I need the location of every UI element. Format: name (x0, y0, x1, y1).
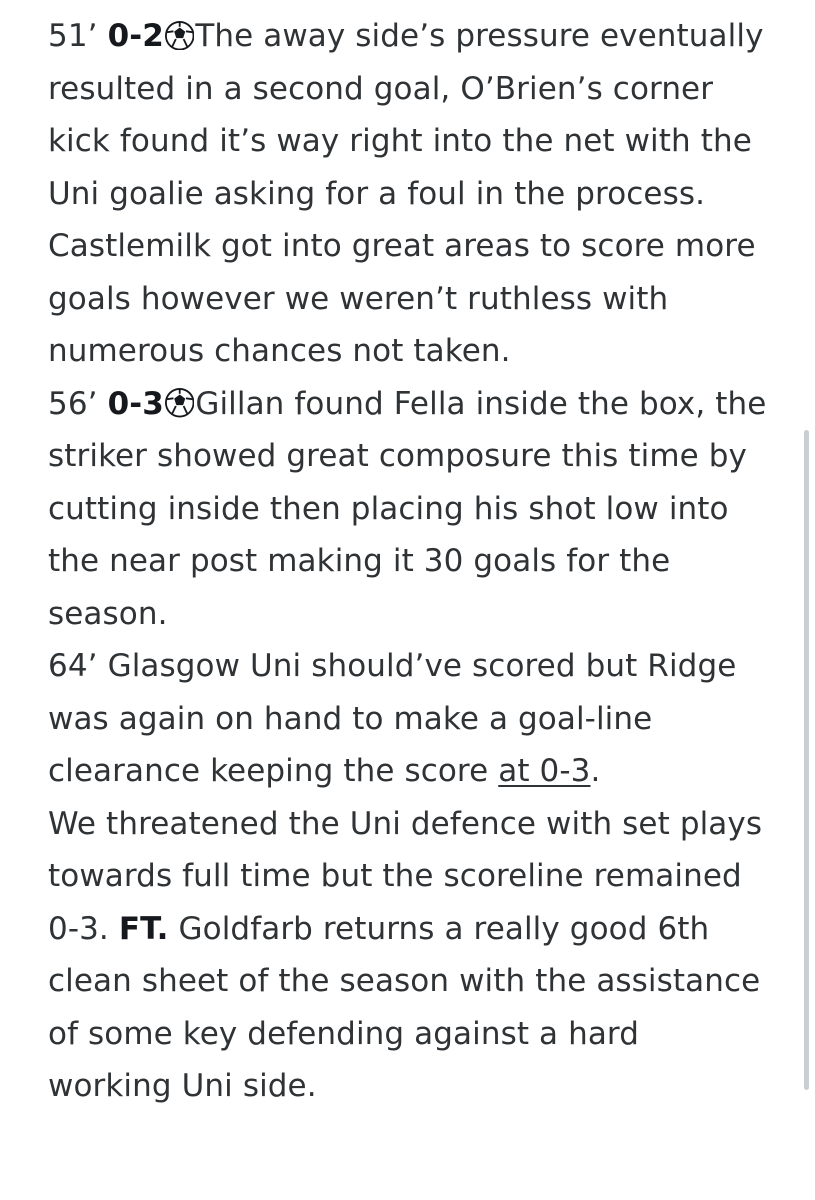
paragraph-text-before: Glasgow Uni should’ve scored but Ridge was again on hand to make a goal-line clearance keeping the score (48, 648, 737, 789)
paragraph-full-time (48, 798, 768, 1113)
paragraph-text: Castlemilk got into great areas to score more goals however we weren’t ruthless with numerous chances not taken. (48, 228, 756, 369)
paragraph-text: The away side’s pressure eventually resulted in a second goal, O’Brien’s corner kick found it’s way right into the net with the Uni goalie asking for a foul in the process. (48, 18, 764, 212)
soccer-ball-icon (165, 388, 194, 417)
paragraph-event-64 (48, 640, 768, 798)
score-link[interactable]: at 0-3 (498, 753, 591, 789)
full-time-label: FT. (118, 910, 169, 947)
paragraph-goal-51 (48, 10, 768, 220)
paragraph-goal-56 (48, 378, 768, 641)
minute-label: 64’ (48, 648, 98, 684)
minute-label: 51’ (48, 18, 98, 54)
minute-label: 56’ (48, 385, 98, 422)
score-label: 0-2 (107, 18, 164, 54)
score-label: 0-3 (107, 385, 164, 422)
soccer-ball-icon (165, 21, 194, 50)
vertical-scrollbar[interactable] (804, 430, 809, 1090)
paragraph-text-before: We threatened the Uni defence with set plays towards full time but the scoreline remained 0-3. (48, 805, 763, 947)
match-report-text (48, 10, 768, 1113)
paragraph-text-after: Goldfarb returns a really good 6th clean sheet of the season with the assistance of some key defending against a hard working Uni side. (48, 910, 761, 1104)
paragraph-text: Gillan found Fella inside the box, the striker showed great composure this time by cutting inside then placing his shot low into the near post making it 30 goals for the season. (48, 385, 767, 632)
paragraph-text-after: . (590, 753, 601, 789)
paragraph-commentary-chances (48, 220, 768, 378)
